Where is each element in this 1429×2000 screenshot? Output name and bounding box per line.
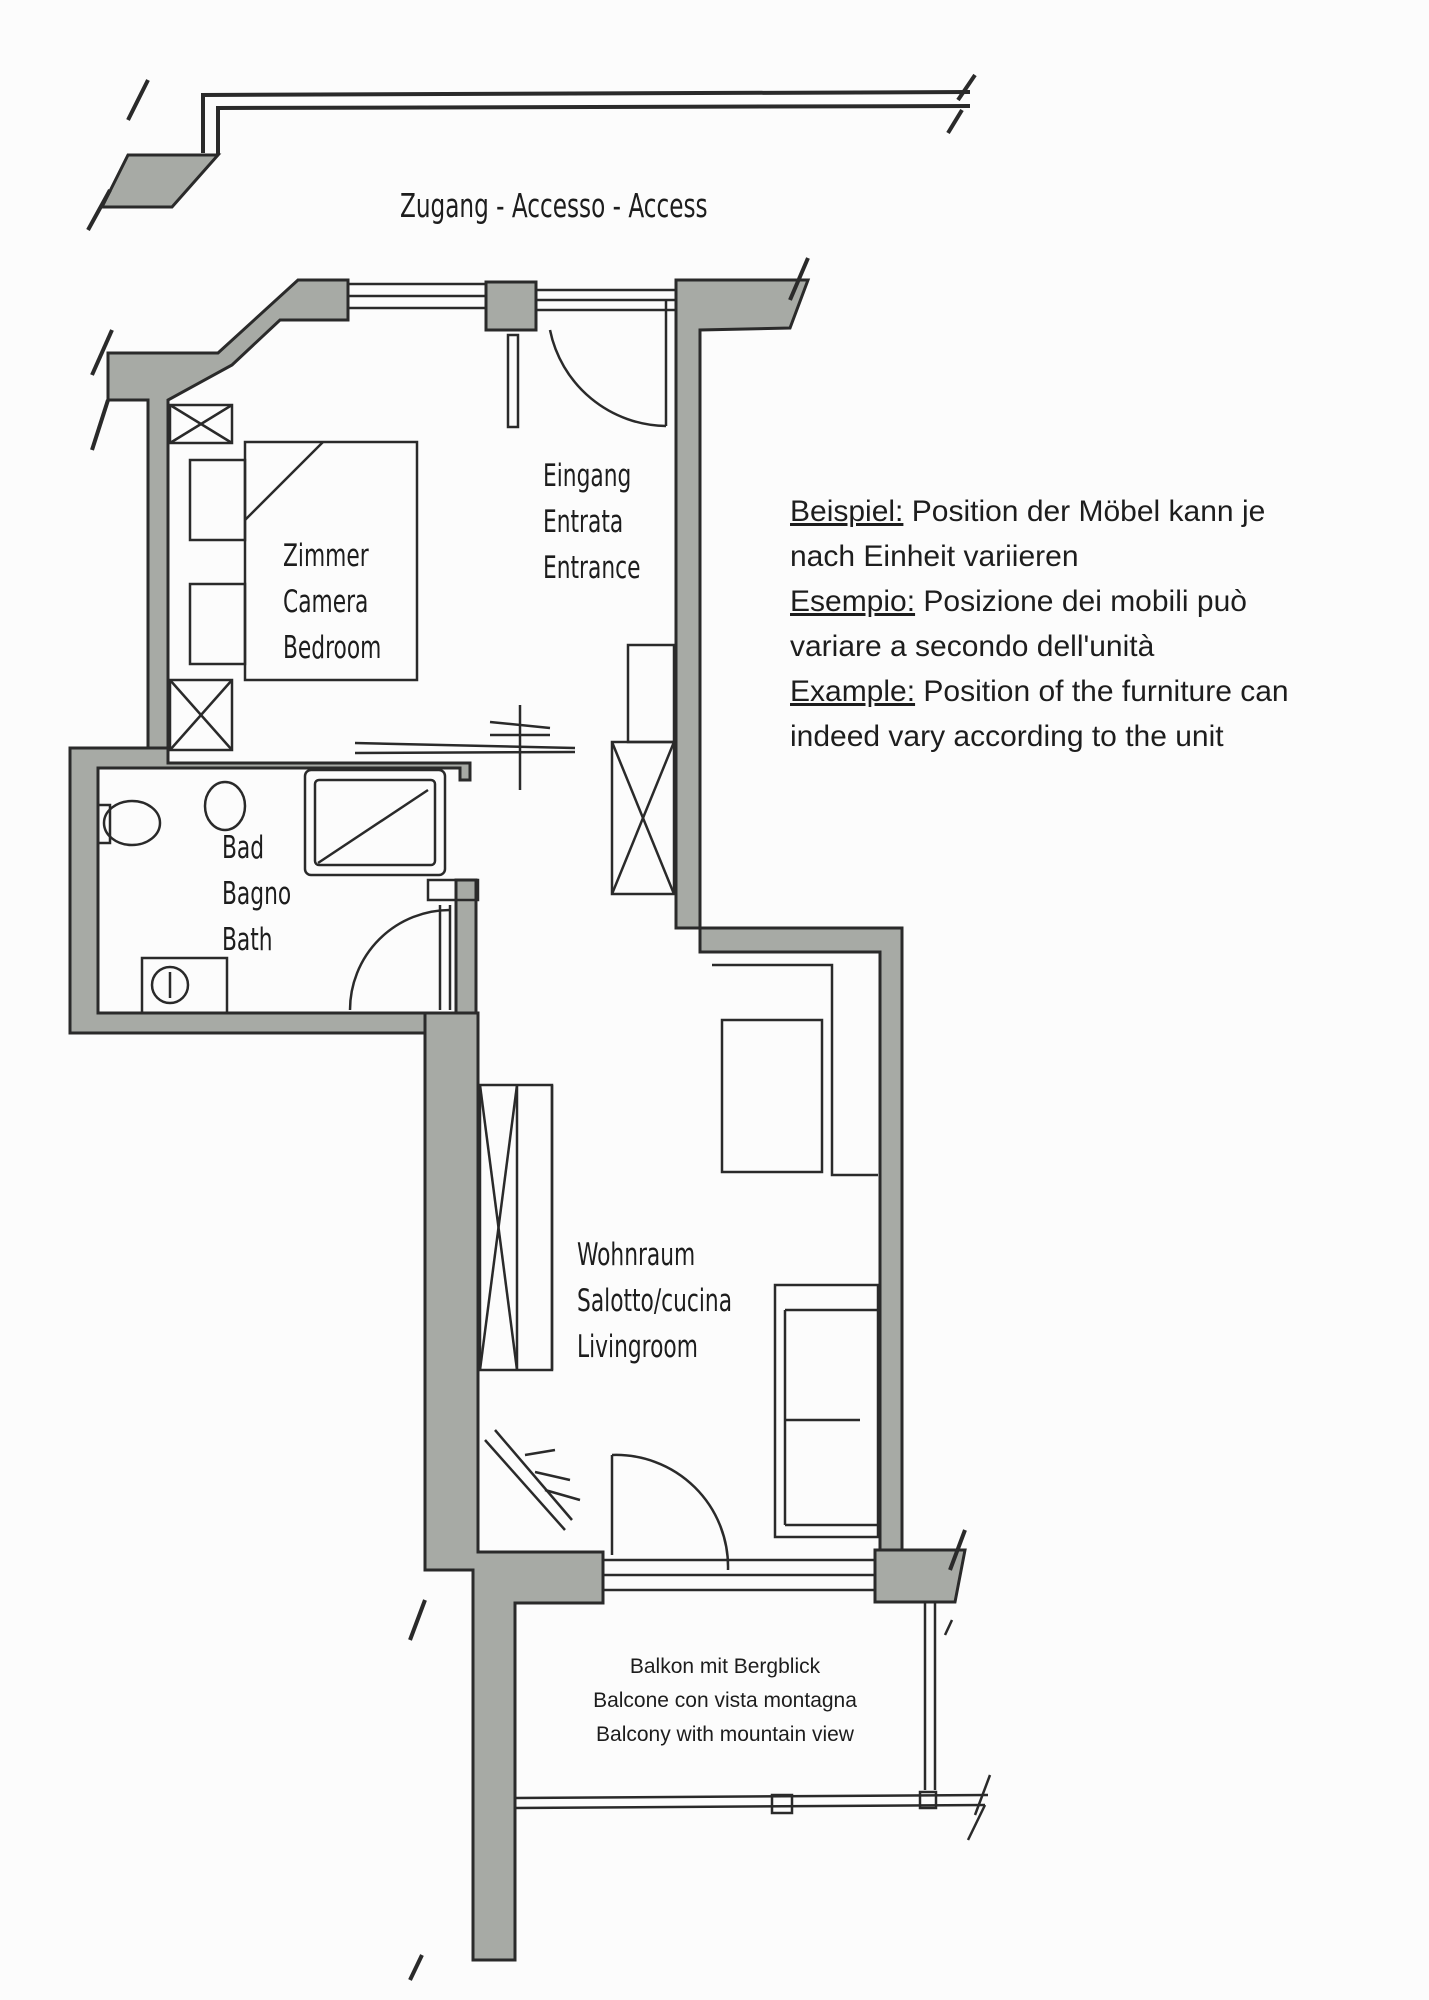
entrance-label-en: Entrance: [543, 550, 641, 586]
note-line-de-1: [790, 489, 1289, 534]
bath-label-en: Bath: [222, 922, 273, 958]
washbasin: [142, 958, 227, 1013]
living-wall-bottom-right: [875, 1550, 965, 1602]
balcony-label: [525, 1650, 925, 1752]
note-text-en-1: Position of the furniture can: [923, 675, 1289, 708]
living-label-de: Wohnraum: [577, 1237, 696, 1273]
entrance-wall-top-right: [676, 280, 808, 928]
sofa: [775, 1285, 878, 1537]
bedroom-label-it: Camera: [283, 584, 369, 620]
living-wall-left: [425, 1013, 603, 1960]
entrance-label-de: Eingang: [543, 458, 632, 494]
shower: [305, 770, 445, 875]
living-label-en: Livingroom: [577, 1329, 698, 1365]
access-label-text: Zugang - Accesso - Access: [400, 186, 708, 225]
entrance-label-it: Entrata: [543, 504, 624, 540]
note-line-it-1: [790, 579, 1289, 624]
note-text-en-2: indeed vary according to the unit: [790, 720, 1224, 753]
note-text-de-2: nach Einheit variieren: [790, 540, 1079, 573]
note-keyword-en: Example:: [790, 675, 916, 708]
note-text-it-2: variare a secondo dell'unità: [790, 630, 1155, 663]
access-wall-stub: [102, 155, 218, 207]
bath-door-swing: [350, 910, 450, 1010]
balcony-label-en: Balcony with mountain view: [596, 1723, 854, 1746]
bedroom-label-de: Zimmer: [283, 538, 369, 574]
balcony-door-swing: [612, 1455, 728, 1570]
stairs-symbol: [485, 1430, 580, 1530]
note-keyword-de: Beispiel:: [790, 495, 904, 528]
table: [722, 1020, 822, 1172]
access-label: [400, 183, 708, 229]
living-label: [577, 1232, 732, 1370]
living-label-it: Salotto/cucina: [577, 1283, 733, 1319]
bath-label-de: Bad: [222, 830, 265, 866]
note-text-it-1: Posizione dei mobili può: [923, 585, 1247, 618]
door-post: [486, 282, 536, 330]
bath-label: [222, 825, 291, 963]
note-line-en-1: [790, 669, 1289, 714]
bedroom-label: [283, 533, 381, 671]
bedroom-label-en: Bedroom: [283, 630, 382, 666]
bath-label-it: Bagno: [222, 876, 292, 912]
entrance-label: [543, 453, 640, 591]
toilet: [104, 801, 160, 845]
note-keyword-it: Esempio:: [790, 585, 916, 618]
bidet: [205, 782, 245, 830]
balcony-label-it: Balcone con vista montagna: [593, 1689, 857, 1712]
bedroom-wall-top: [108, 280, 348, 748]
balcony-label-de: Balkon mit Bergblick: [629, 1655, 821, 1678]
furniture-note: [790, 489, 1289, 759]
note-text-de-1: Position der Möbel kann je: [911, 495, 1266, 528]
